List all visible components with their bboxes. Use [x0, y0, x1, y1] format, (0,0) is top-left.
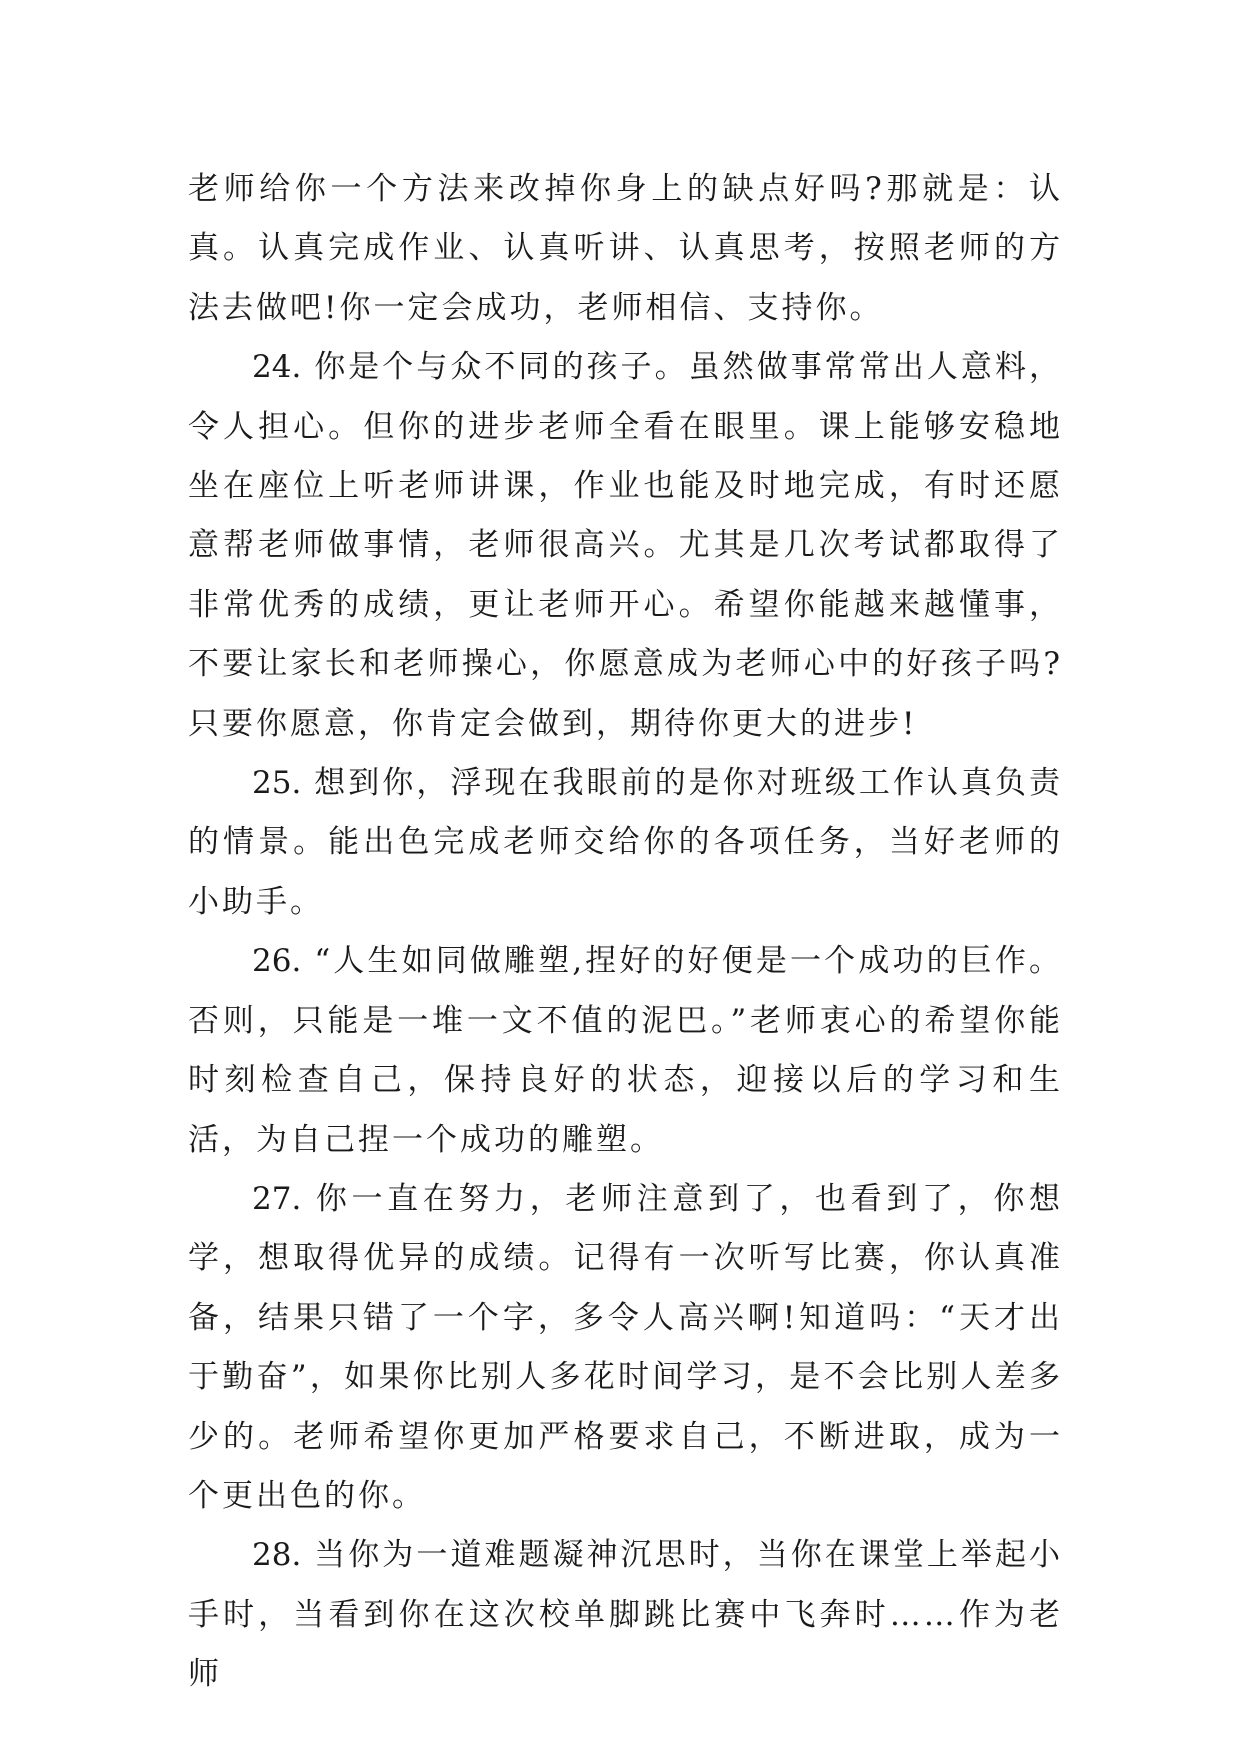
- paragraph-text: 你一直在努力，老师注意到了，也看到了，你想学，想取得优异的成绩。记得有一次听写比赛，你认真准备，结果只错了一个字，多令人高兴啊!知道吗：“天才出于勤奋”，如果你比别人多花时间学习，是不会比别人差多少的。老师希望你更加严格要求自己，不断进取，成为一个更出色的你。: [188, 1180, 1063, 1514]
- paragraph-26: [188, 932, 1063, 1170]
- paragraph-text: 当你为一道难题凝神沉思时，当你在课堂上举起小手时，当看到你在这次校单脚跳比赛中飞奔时……作为老师: [188, 1537, 1064, 1693]
- paragraph-text: 你是个与众不同的孩子。虽然做事常常出人意料，令人担心。但你的进步老师全看在眼里。课上能够安稳地坐在座位上听老师讲课，作业也能及时地完成，有时还愿意帮老师做事情，老师很高兴。尤其是几次考试都取得了非常优秀的成绩，更让老师开心。希望你能越来越懂事，不要让家长和老师操心，你愿意成为老师心中的好孩子吗?只要你愿意，你肯定会做到，期待你更大的进步!: [188, 349, 1064, 742]
- paragraph-text: 想到你，浮现在我眼前的是你对班级工作认真负责的情景。能出色完成老师交给你的各项任务，当好老师的小助手。: [188, 765, 1064, 920]
- paragraph-continued: [188, 160, 1063, 338]
- paragraph-number: 27.: [252, 1180, 302, 1217]
- paragraph-number: 26.: [252, 943, 302, 980]
- paragraph-25: [188, 754, 1063, 932]
- document-body: [188, 160, 1063, 1705]
- paragraph-24: [188, 338, 1063, 754]
- paragraph-number: 28.: [252, 1537, 302, 1574]
- paragraph-number: 24.: [252, 349, 302, 386]
- paragraph-27: [188, 1170, 1063, 1526]
- paragraph-28: [188, 1526, 1063, 1704]
- paragraph-text: “人生如同做雕塑,捏好的好便是一个成功的巨作。否则，只能是一堆一文不值的泥巴。”老师衷心的希望你能时刻检查自己，保持良好的状态，迎接以后的学习和生活，为自己捏一个成功的雕塑。: [188, 943, 1064, 1158]
- paragraph-number: 25.: [252, 765, 302, 802]
- paragraph-text: 老师给你一个方法来改掉你身上的缺点好吗?那就是：认真。认真完成作业、认真听讲、认真思考，按照老师的方法去做吧!你一定会成功，老师相信、支持你。: [188, 171, 1063, 326]
